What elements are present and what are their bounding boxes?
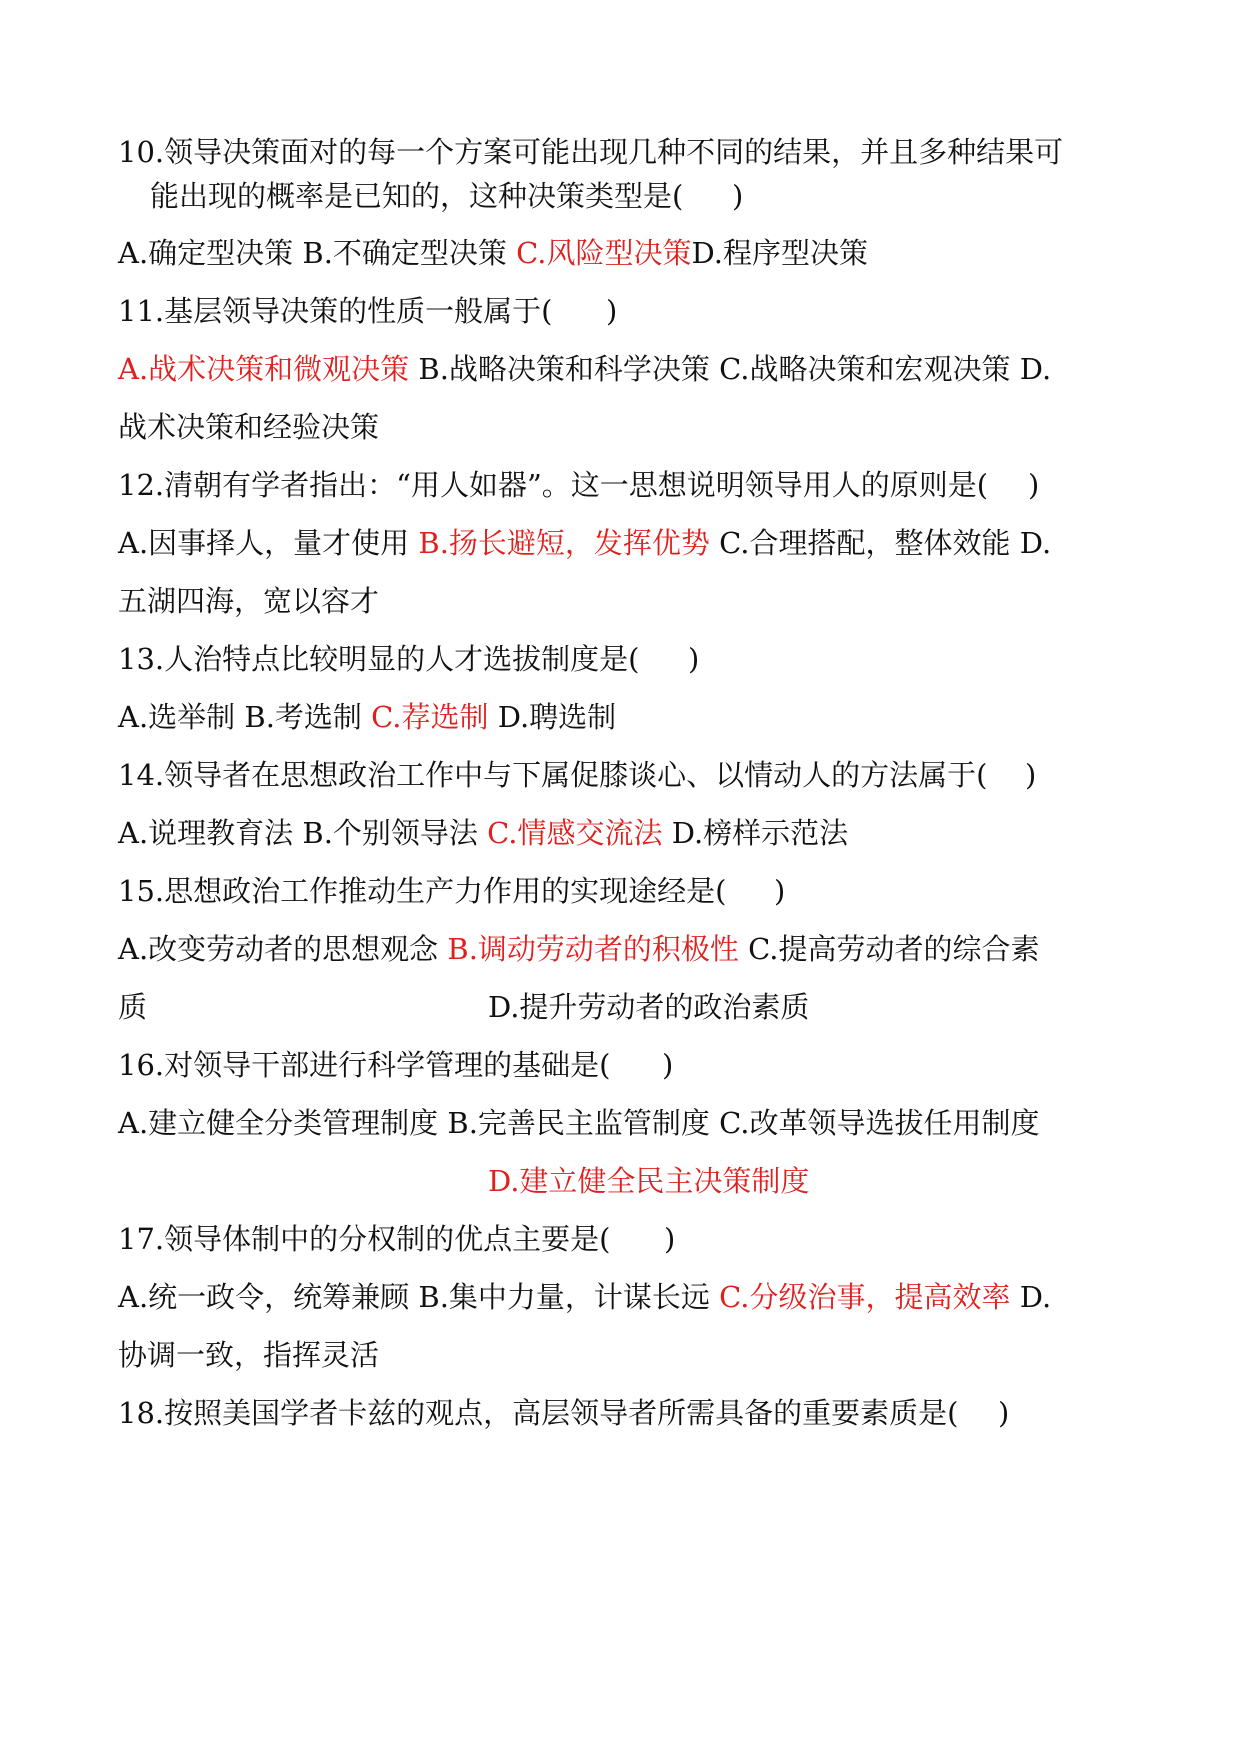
q14-option-c-answer: C.情感交流法 — [487, 816, 663, 850]
q14-stem: 14.领导者在思想政治工作中与下属促膝谈心、以情动人的方法属于( — [118, 758, 988, 792]
q13-options — [118, 697, 616, 737]
q16-option-d-answer: D.建立健全民主决策制度 — [488, 1164, 810, 1198]
q10-option-d: D.程序型决策 — [691, 236, 868, 270]
q18-close-paren: ) — [998, 1396, 1010, 1430]
q13-option-c-answer: C.荐选制 — [371, 700, 489, 734]
q11-option-b: B.战略决策和科学决策 — [409, 352, 720, 386]
q11-option-a-answer: A.战术决策和微观决策 — [118, 352, 410, 386]
q10-options — [118, 233, 868, 273]
q12-option-c: C.合理搭配，整体效能 D. — [709, 526, 1052, 560]
q12-option-a: A.因事择人，量才使用 — [118, 526, 419, 560]
q15-option-d: D.提升劳动者的政治素质 — [488, 990, 810, 1024]
q12-close-paren: ) — [1028, 468, 1040, 502]
q14-option-a: A.说理教育法 — [118, 816, 303, 850]
q11-close-paren: ) — [606, 294, 618, 328]
q10-stem-line2: 能出现的概率是已知的，这种决策类型是( — [150, 179, 684, 213]
q12-option-d: 五湖四海，宽以容才 — [118, 584, 380, 618]
q14-close-paren: ) — [1025, 758, 1037, 792]
q13-option-b: B.考选制 — [244, 700, 372, 734]
q18-stem: 18.按照美国学者卡兹的观点，高层领导者所需具备的重要素质是( — [118, 1396, 959, 1430]
q12-stem: 12.清朝有学者指出：“用人如器”。这一思想说明领导用人的原则是( — [118, 468, 989, 502]
q11-option-d: 战术决策和经验决策 — [118, 410, 380, 444]
q10-option-c-answer: C.风险型决策 — [516, 236, 692, 270]
q17-options — [118, 1277, 1051, 1317]
q17-option-ab: A.统一政令，统筹兼顾 B.集中力量，计谋长远 — [118, 1280, 720, 1314]
q15-close-paren: ) — [774, 874, 786, 908]
q14-options — [118, 813, 848, 853]
q15-options — [118, 929, 1040, 969]
q17-option-c-answer: C.分级治事，提高效率 — [719, 1280, 1011, 1314]
q11-stem: 11.基层领导决策的性质一般属于( — [118, 294, 553, 328]
q12-options — [118, 523, 1051, 563]
q13-option-d: D.聘选制 — [488, 700, 617, 734]
q11-option-c: C.战略决策和宏观决策 D. — [719, 352, 1052, 386]
q10-stem-line1: 10.领导决策面对的每一个方案可能出现几种不同的结果，并且多种结果可 — [118, 135, 1064, 169]
q15-option-a: A.改变劳动者的思想观念 — [118, 932, 448, 966]
q16-options-abc: A.建立健全分类管理制度 B.完善民主监管制度 C.改革领导选拔任用制度 — [118, 1106, 1040, 1140]
q17-stem: 17.领导体制中的分权制的优点主要是( — [118, 1222, 611, 1256]
q13-option-a: A.选举制 — [118, 700, 245, 734]
q10-close-paren: ) — [732, 179, 744, 213]
q15-stem: 15.思想政治工作推动生产力作用的实现途经是( — [118, 874, 727, 908]
q12-option-b-answer: B.扬长避短，发挥优势 — [418, 526, 710, 560]
q15-option-c-continued: 质 — [118, 990, 148, 1024]
q14-option-d: D.榜样示范法 — [662, 816, 849, 850]
q17-option-d: 协调一致，指挥灵活 — [118, 1338, 380, 1372]
q11-options — [118, 349, 1051, 389]
q14-option-b: B.个别领导法 — [302, 816, 488, 850]
q13-stem: 13.人治特点比较明显的人才选拔制度是( — [118, 642, 640, 676]
q10-option-b: B.不确定型决策 — [302, 236, 517, 270]
q16-stem: 16.对领导干部进行科学管理的基础是( — [118, 1048, 611, 1082]
q13-close-paren: ) — [688, 642, 700, 676]
q15-option-b-answer: B.调动劳动者的积极性 — [447, 932, 739, 966]
q15-option-c: C.提高劳动者的综合素 — [738, 932, 1040, 966]
q17-option-d-label: D. — [1010, 1280, 1052, 1314]
q10-option-a: A.确定型决策 — [118, 236, 303, 270]
q17-close-paren: ) — [664, 1222, 676, 1256]
q16-close-paren: ) — [662, 1048, 674, 1082]
